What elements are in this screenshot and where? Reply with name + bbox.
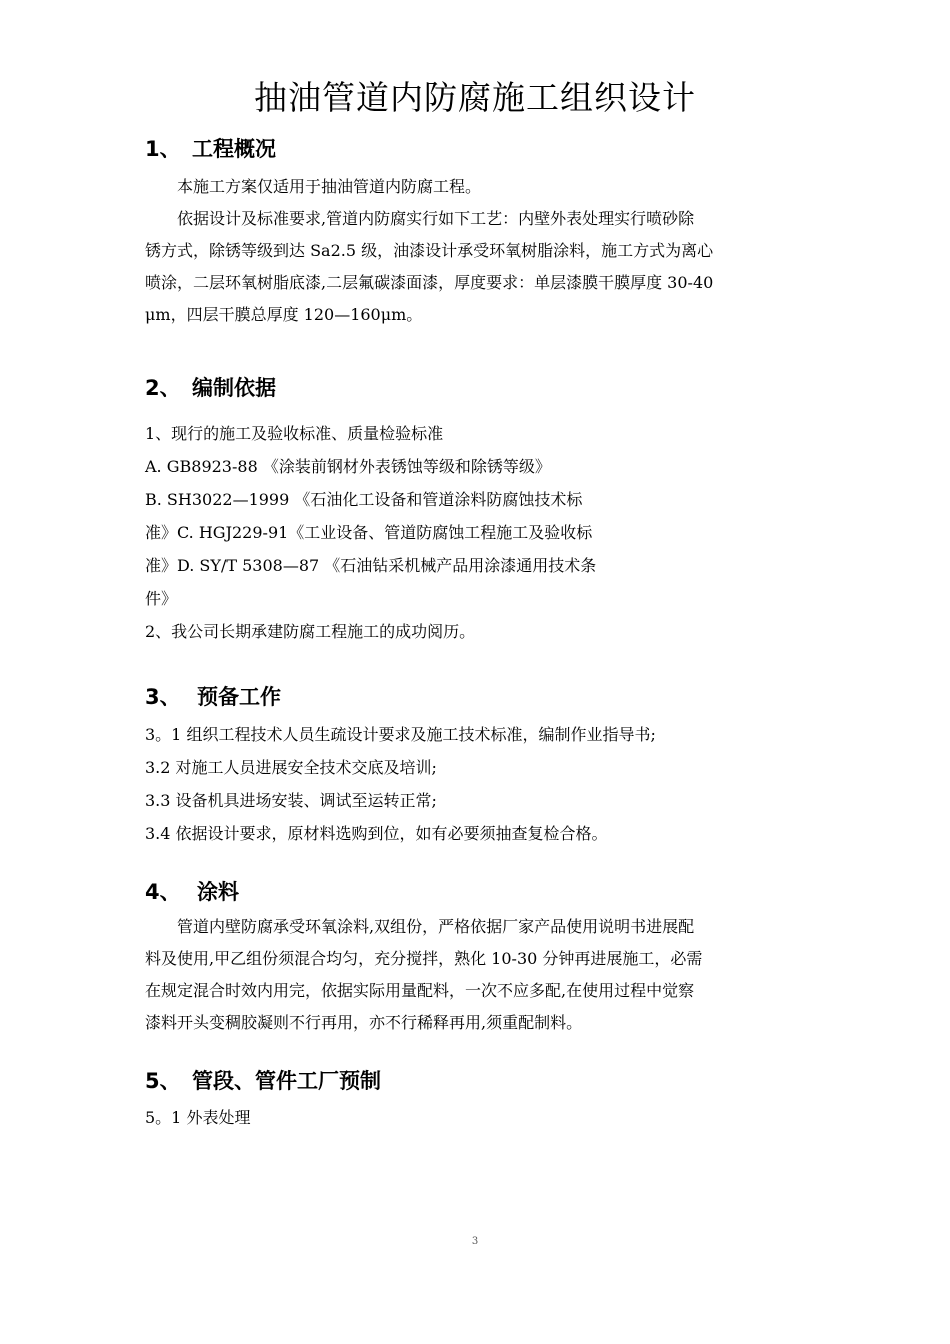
- s1-paragraph-2-line-1: 依据设计及标准要求,管道内防腐实行如下工艺：内壁外表处理实行喷砂除: [177, 209, 695, 228]
- s2-line-5: 准》D. SY/T 5308—87 《石油钻采机械产品用涂漆通用技术条: [145, 556, 597, 575]
- s1-paragraph-2-line-2: 锈方式，除锈等级到达 Sa2.5 级，油漆设计承受环氧树脂涂料，施工方式为离心: [145, 241, 714, 260]
- section-5-number: 5、: [145, 1069, 181, 1093]
- document-title: 抽油管道内防腐施工组织设计: [254, 78, 696, 117]
- section-4-heading: [145, 877, 239, 907]
- s4-line-3: 在规定混合时效内用完，依据实际用量配料，一次不应多配,在使用过程中觉察: [145, 981, 695, 1000]
- s3-line-2: 3.2 对施工人员进展安全技术交底及培训;: [145, 758, 437, 777]
- s2-line-7: 2、我公司长期承建防腐工程施工的成功阅历。: [145, 622, 476, 641]
- section-4-number: 4、: [145, 880, 181, 904]
- section-3-title: 预备工作: [197, 685, 281, 709]
- s3-line-1: 3。1 组织工程技术人员生疏设计要求及施工技术标准，编制作业指导书;: [145, 725, 656, 744]
- s1-paragraph-2-line-4: μm，四层干膜总厚度 120—160μm。: [145, 305, 423, 324]
- s3-line-3: 3.3 设备机具进场安装、调试至运转正常;: [145, 791, 437, 810]
- s2-line-1: 1、现行的施工及验收标准、质量检验标准: [145, 424, 444, 443]
- section-4-title: 涂料: [197, 880, 239, 904]
- section-3-heading: [145, 682, 281, 712]
- s2-line-4: 准》C. HGJ229-91《工业设备、管道防腐蚀工程施工及验收标: [145, 523, 593, 542]
- s4-line-2: 料及使用,甲乙组份须混合均匀，充分搅拌，熟化 10-30 分钟再进展施工，必需: [145, 949, 703, 968]
- s1-paragraph-2-line-3: 喷涂，二层环氧树脂底漆,二层氟碳漆面漆，厚度要求：单层漆膜干膜厚度 30-40: [145, 273, 714, 292]
- s3-line-4: 3.4 依据设计要求，原材料选购到位，如有必要须抽查复检合格。: [145, 824, 608, 843]
- page-number: 3: [471, 1236, 479, 1247]
- section-5-heading: [145, 1066, 381, 1096]
- s5-line-1: 5。1 外表处理: [145, 1108, 251, 1127]
- section-1-title: 工程概况: [192, 137, 276, 161]
- s2-line-6: 件》: [145, 589, 178, 608]
- s1-paragraph-1: 本施工方案仅适用于抽油管道内防腐工程。: [177, 177, 482, 196]
- section-1-number: 1、: [145, 137, 181, 161]
- section-3-number: 3、: [145, 685, 181, 709]
- s2-line-2: A. GB8923-88 《涂装前钢材外表锈蚀等级和除锈等级》: [145, 457, 551, 476]
- s4-line-4: 漆料开头变稠胶凝则不行再用，亦不行稀释再用,须重配制料。: [145, 1013, 583, 1032]
- s4-line-1: 管道内壁防腐承受环氧涂料,双组份，严格依据厂家产品使用说明书进展配: [177, 917, 695, 936]
- section-2-number: 2、: [145, 376, 181, 400]
- section-2-heading: [145, 373, 276, 403]
- section-5-title: 管段、管件工厂预制: [192, 1069, 381, 1093]
- s2-line-3: B. SH3022—1999 《石油化工设备和管道涂料防腐蚀技术标: [145, 490, 583, 509]
- section-1-heading: [145, 134, 276, 164]
- section-2-title: 编制依据: [192, 376, 276, 400]
